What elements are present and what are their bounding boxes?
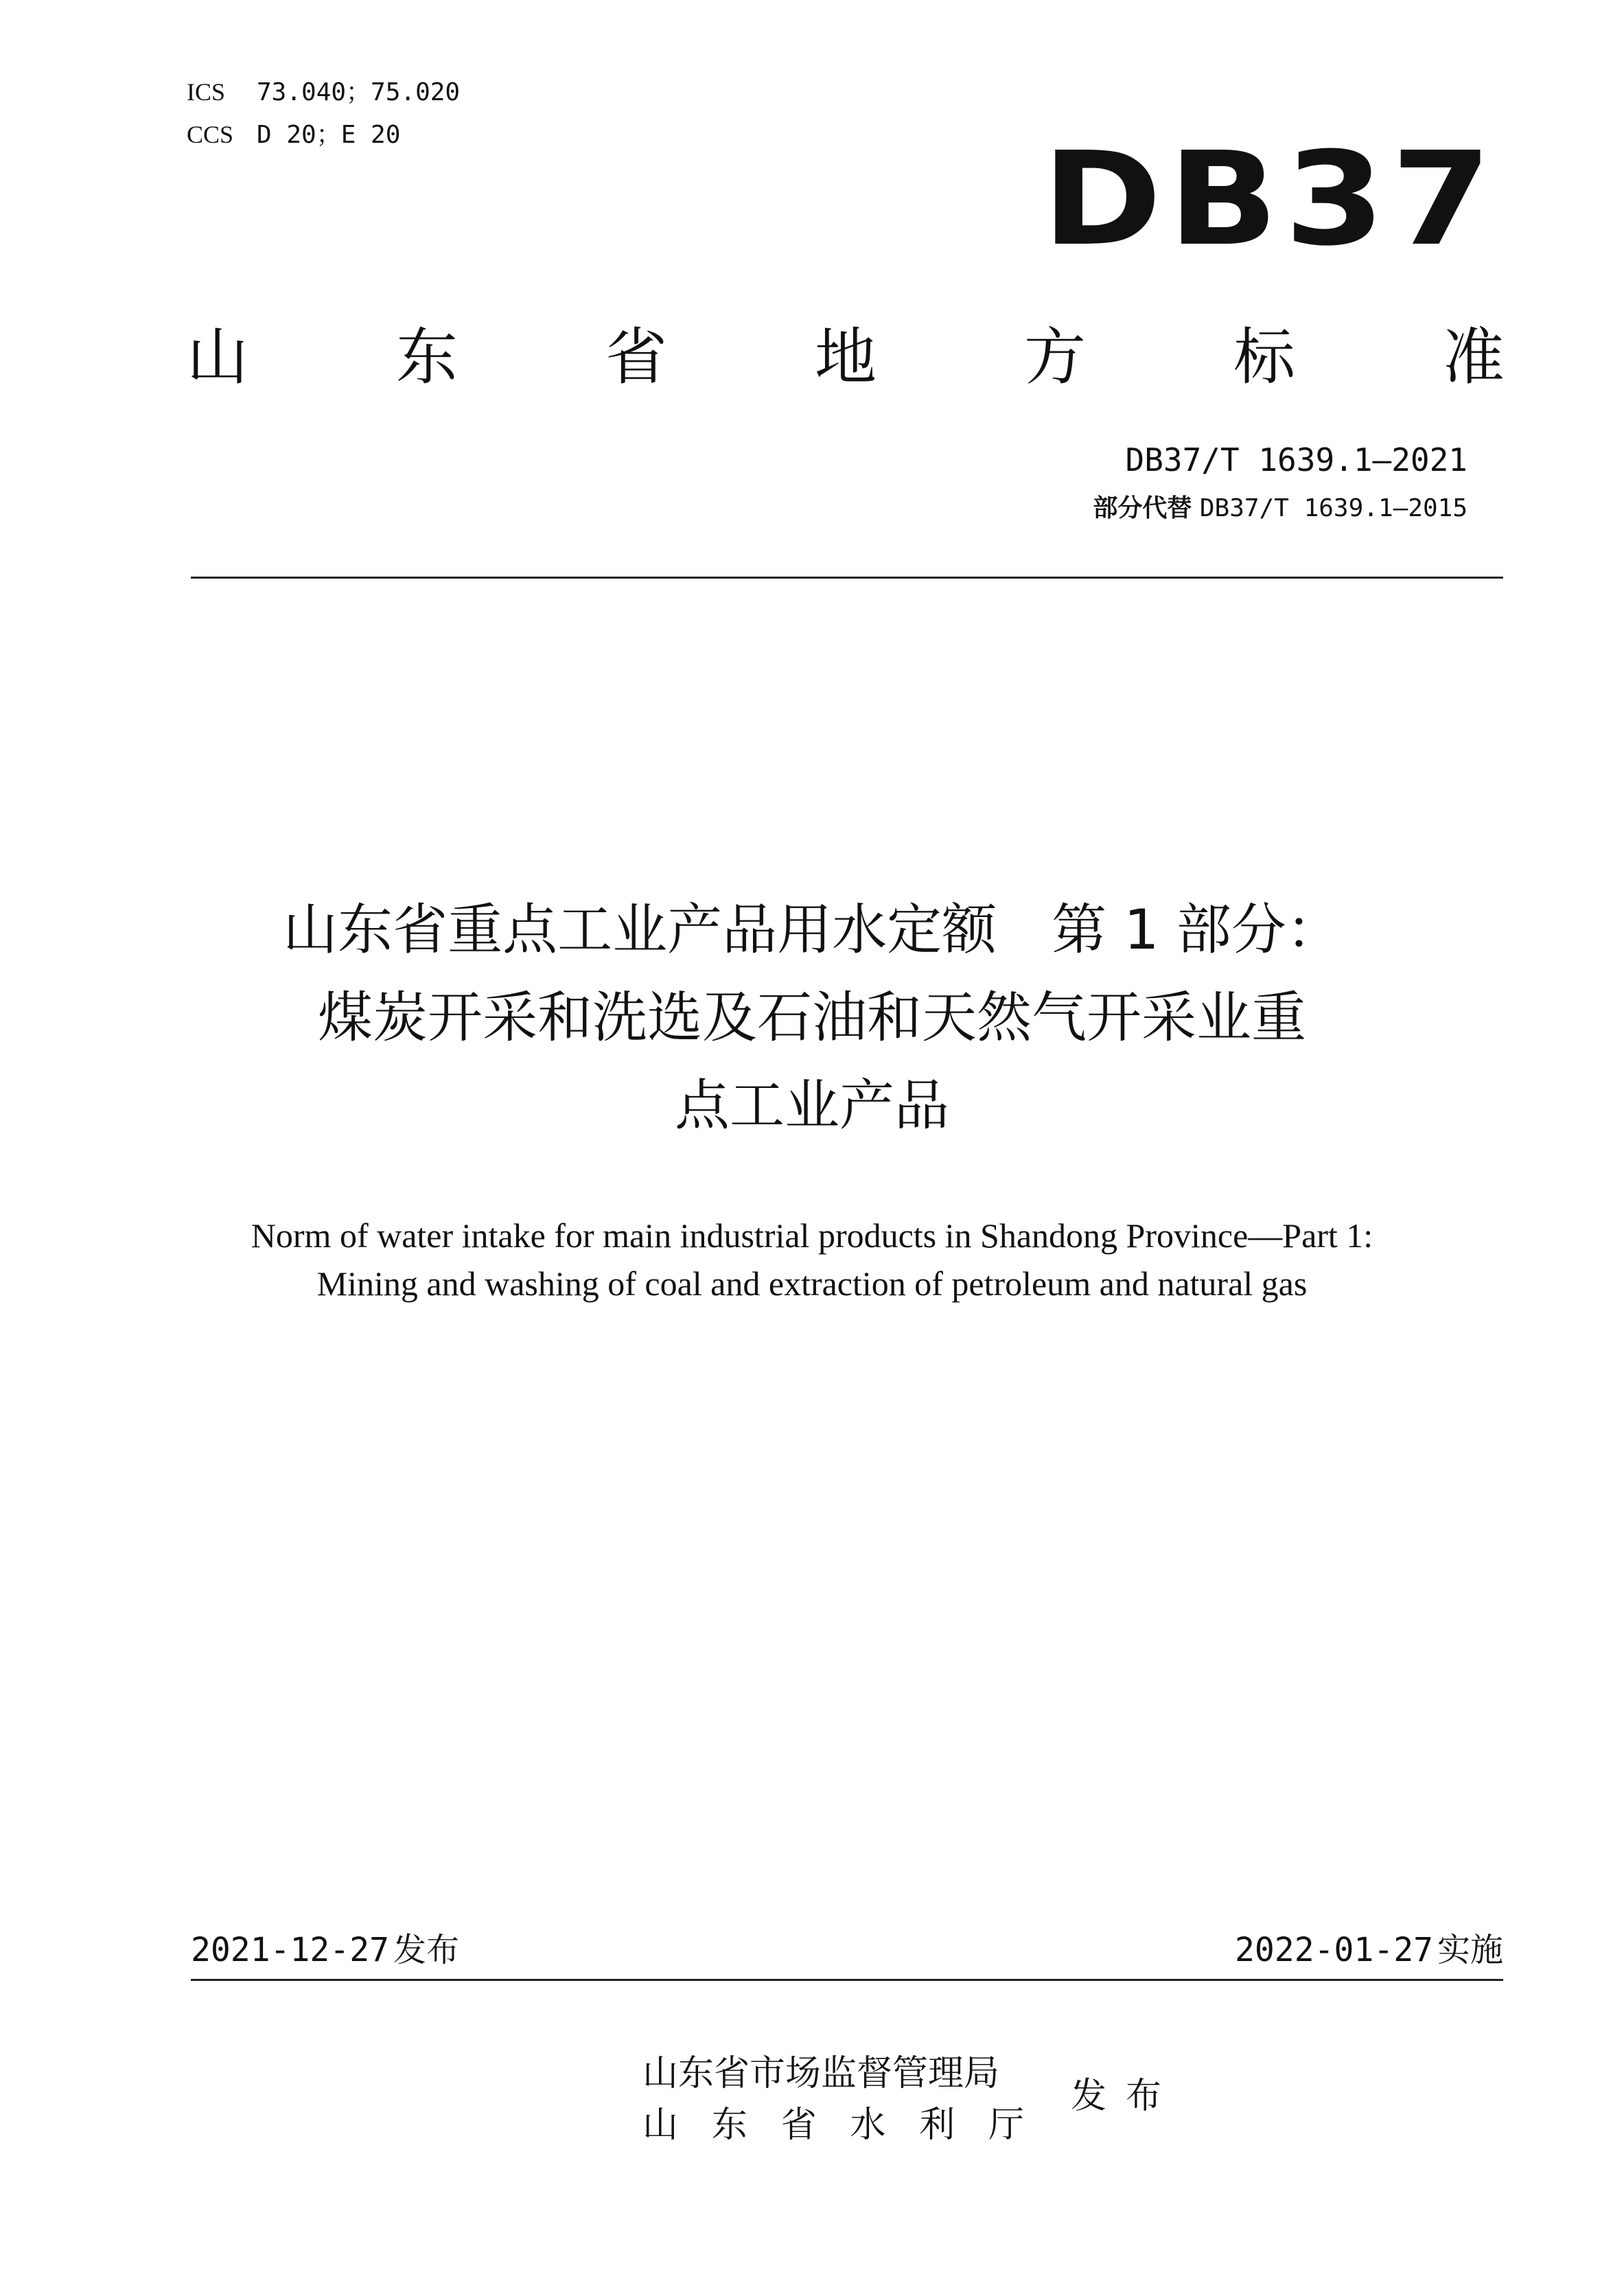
title-en-line-2: Mining and washing of coal and extraction of petroleum and natural gas (316, 1264, 1308, 1303)
bottom-divider (191, 1979, 1503, 1981)
standard-type-char: 山 (187, 321, 248, 393)
title-zh-line-1: 山东省重点工业产品用水定额 第 1 部分： (283, 898, 1341, 962)
standard-type-char: 准 (1443, 321, 1505, 393)
effective-date (1235, 1929, 1503, 1971)
issuer-market-regulation: 山东省市场监督管理局 (642, 2053, 1000, 2094)
standard-type-char: 东 (396, 321, 458, 393)
top-divider (191, 577, 1503, 579)
effective-label: 实施 (1437, 1931, 1503, 1969)
effective-date-value: 2022-01-27 (1235, 1931, 1433, 1969)
ics-label: ICS (187, 78, 226, 106)
issuer-char: 东 (711, 2104, 747, 2146)
issuer-char: 利 (919, 2104, 955, 2146)
standard-number: DB37/T 1639.1—2021 (1125, 441, 1468, 478)
publish-date-value: 2021-12-27 (191, 1931, 389, 1969)
standard-type-char: 省 (605, 321, 667, 393)
replaces-code: DB37/T 1639.1—2015 (1199, 494, 1468, 522)
issuer-water-resources (642, 2100, 1024, 2150)
replaces-label: 部分代替 (1093, 494, 1192, 522)
standard-type-char: 地 (815, 321, 877, 393)
title-zh-line-2: 煤炭开采和洗选及石油和天然气开采业重 (318, 986, 1306, 1050)
ccs-value: D 20；E 20 (257, 121, 401, 149)
ccs-code (187, 119, 400, 150)
title-zh-line-3: 点工业产品 (675, 1074, 949, 1137)
standard-type-char: 方 (1024, 321, 1086, 393)
issuer-char: 山 (642, 2104, 679, 2146)
standard-type-heading (187, 320, 1505, 395)
issuer-char: 水 (850, 2104, 886, 2146)
ccs-label: CCS (187, 121, 234, 148)
title-en-line-1: Norm of water intake for main industrial products in Shandong Province—Part 1: (251, 1216, 1373, 1255)
ics-value: 73.040；75.020 (257, 78, 461, 106)
issuer-char: 省 (780, 2104, 817, 2146)
publish-label: 发布 (393, 1931, 459, 1969)
ics-code (187, 77, 460, 108)
publish-date (191, 1929, 459, 1971)
issue-label: 发布 (1071, 2076, 1181, 2117)
replaces-note (1093, 493, 1468, 524)
issuer-char: 厅 (988, 2104, 1024, 2146)
standard-type-char: 标 (1233, 321, 1295, 393)
db37-logo: DB37 (1042, 124, 1498, 275)
